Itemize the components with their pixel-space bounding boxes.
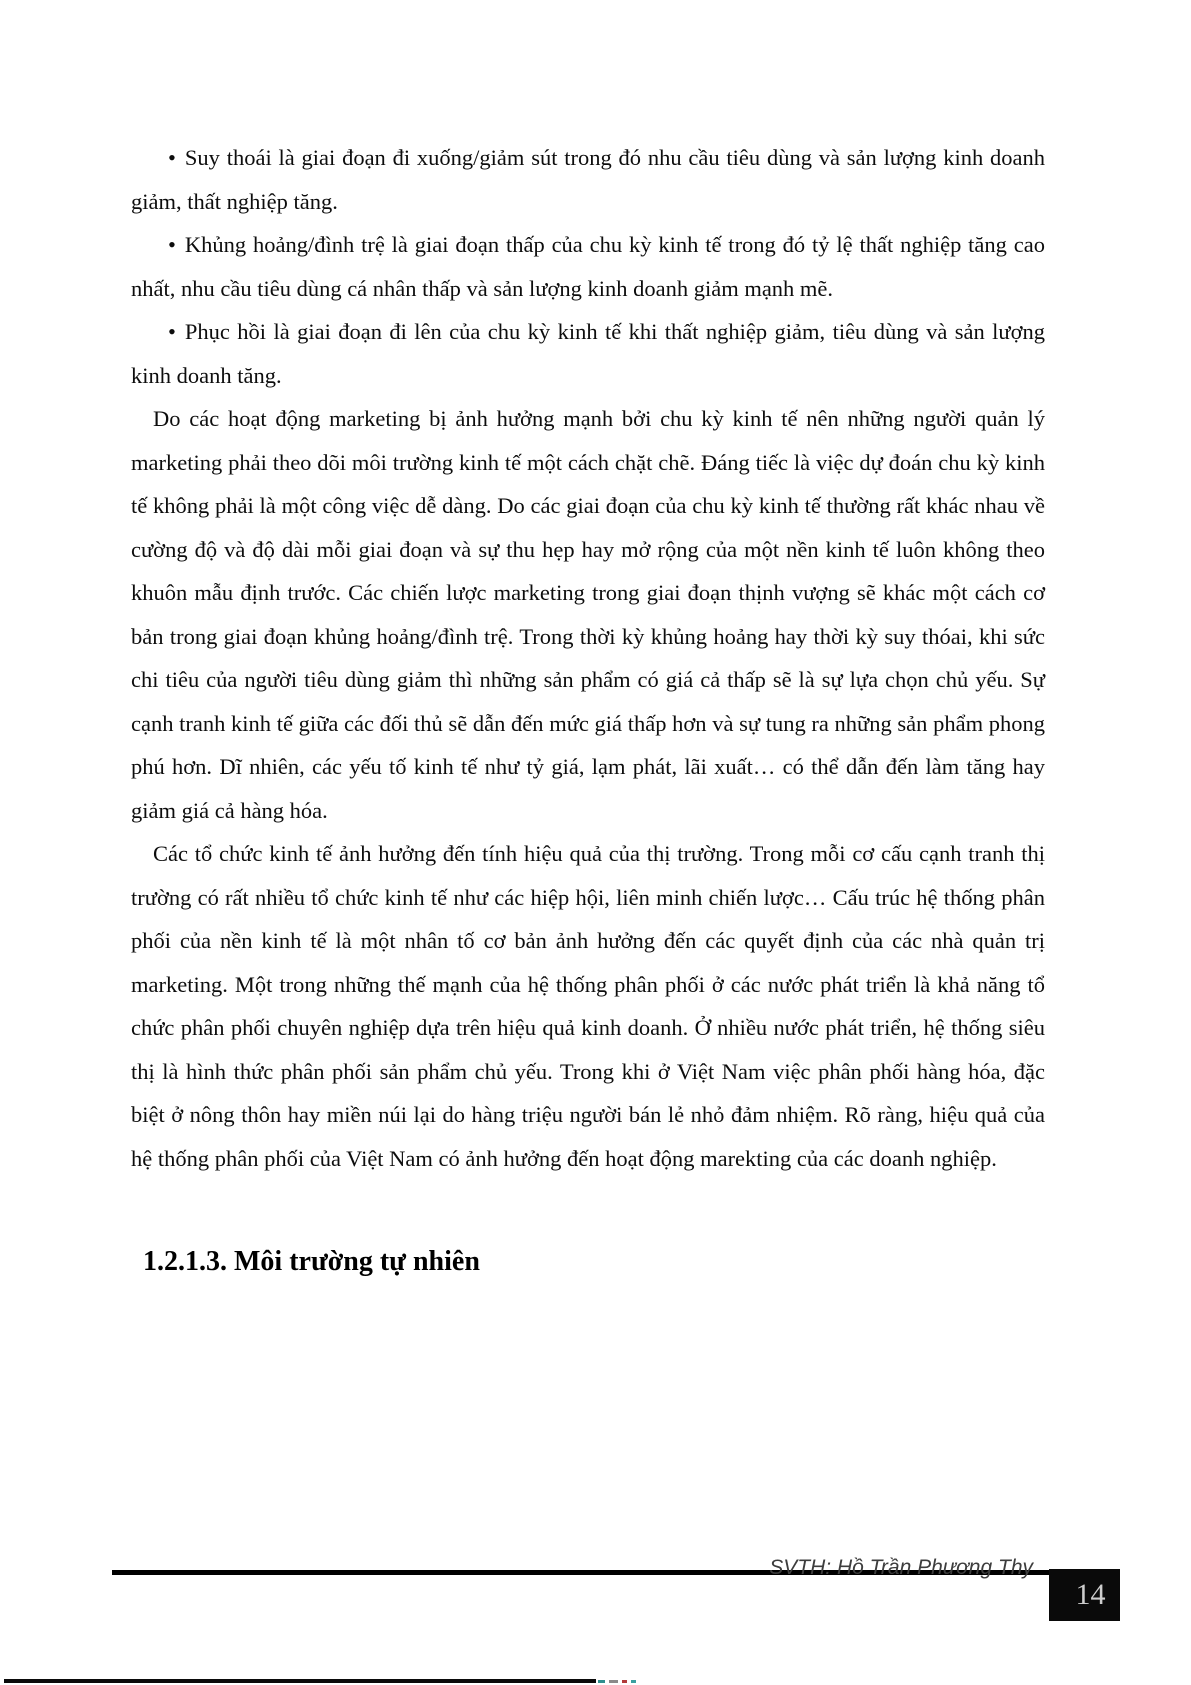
bullet-icon: • [168, 145, 176, 170]
bullet-text: Khủng hoảng/đình trệ là giai đoạn thấp của chu kỳ kinh tế trong đó tỷ lệ thất nghiệp tăng cao nhất, nhu cầu tiêu dùng cá nhân thấp và sản lượng kinh doanh giảm mạnh mẽ. [131, 232, 1045, 301]
artifact-mark [622, 1680, 627, 1683]
body-text-block [131, 136, 1045, 1282]
bullet-item [131, 223, 1045, 310]
bullet-item [131, 310, 1045, 397]
artifact-mark [598, 1680, 605, 1683]
bullet-icon: • [168, 232, 176, 257]
artifact-mark [631, 1680, 636, 1683]
artifact-mark [609, 1680, 618, 1683]
next-page-edge-bar [4, 1679, 596, 1683]
page-number-box [1049, 1569, 1120, 1621]
paragraph: Các tổ chức kinh tế ảnh hưởng đến tính hiệu quả của thị trường. Trong mỗi cơ cấu cạnh tranh thị trường có rất nhiều tổ chức kinh tế như các hiệp hội, liên minh chiến lược… Cấu trúc hệ thống phân phối của nền kinh tế là một nhân tố cơ bản ảnh hưởng đến các quyết định của các nhà quản trị marketing. Một trong những thế mạnh của hệ thống phân phối ở các nước phát triển là khả năng tổ chức phân phối chuyên nghiệp dựa trên hiệu quả kinh doanh. Ở nhiều nước phát triển, hệ thống siêu thị là hình thức phân phối sản phẩm chủ yếu. Trong khi ở Việt Nam việc phân phối hàng hóa, đặc biệt ở nông thôn hay miền núi lại do hàng triệu người bán lẻ nhỏ đảm nhiệm. Rõ ràng, hiệu quả của hệ thống phân phối của Việt Nam có ảnh hưởng đến hoạt động marekting của các doanh nghiệp. [131, 841, 1045, 1171]
page-number: 14 [1075, 1578, 1106, 1611]
paragraph: Do các hoạt động marketing bị ảnh hưởng mạnh bởi chu kỳ kinh tế nên những người quản lý marketing phải theo dõi môi trường kinh tế một cách chặt chẽ. Đáng tiếc là việc dự đoán chu kỳ kinh tế không phải là một công việc dễ dàng. Do các giai đoạn của chu kỳ kinh tế thường rất khác nhau về cường độ và độ dài mỗi giai đoạn và sự thu hẹp hay mở rộng của một nền kinh tế luôn không theo khuôn mẫu định trước. Các chiến lược marketing trong giai đoạn thịnh vượng sẽ khác một cách cơ bản trong giai đoạn khủng hoảng/đình trệ. Trong thời kỳ khủng hoảng hay thời kỳ suy thóai, khi sức chi tiêu của người tiêu dùng giảm thì những sản phẩm có giá cả thấp sẽ là sự lựa chọn chủ yếu. Sự cạnh tranh kinh tế giữa các đối thủ sẽ dẫn đến mức giá thấp hơn và sự tung ra những sản phẩm phong phú hơn. Dĩ nhiên, các yếu tố kinh tế như tỷ giá, lạm phát, lãi xuất… có thể dẫn đến làm tăng hay giảm giá cả hàng hóa. [131, 406, 1045, 823]
next-page-artifacts [598, 1680, 636, 1683]
bullet-icon: • [168, 319, 176, 344]
section-heading: 1.2.1.3. Môi trường tự nhiên [143, 1246, 480, 1277]
footer-author-label: SVTH: Hồ Trần Phương Thy [769, 1556, 1033, 1579]
bullet-text: Phục hồi là giai đoạn đi lên của chu kỳ kinh tế khi thất nghiệp giảm, tiêu dùng và sản lượng kinh doanh tăng. [131, 319, 1045, 388]
bullet-text: Suy thoái là giai đoạn đi xuống/giảm sút trong đó nhu cầu tiêu dùng và sản lượng kinh doanh giảm, thất nghiệp tăng. [131, 145, 1045, 214]
bullet-item [131, 136, 1045, 223]
